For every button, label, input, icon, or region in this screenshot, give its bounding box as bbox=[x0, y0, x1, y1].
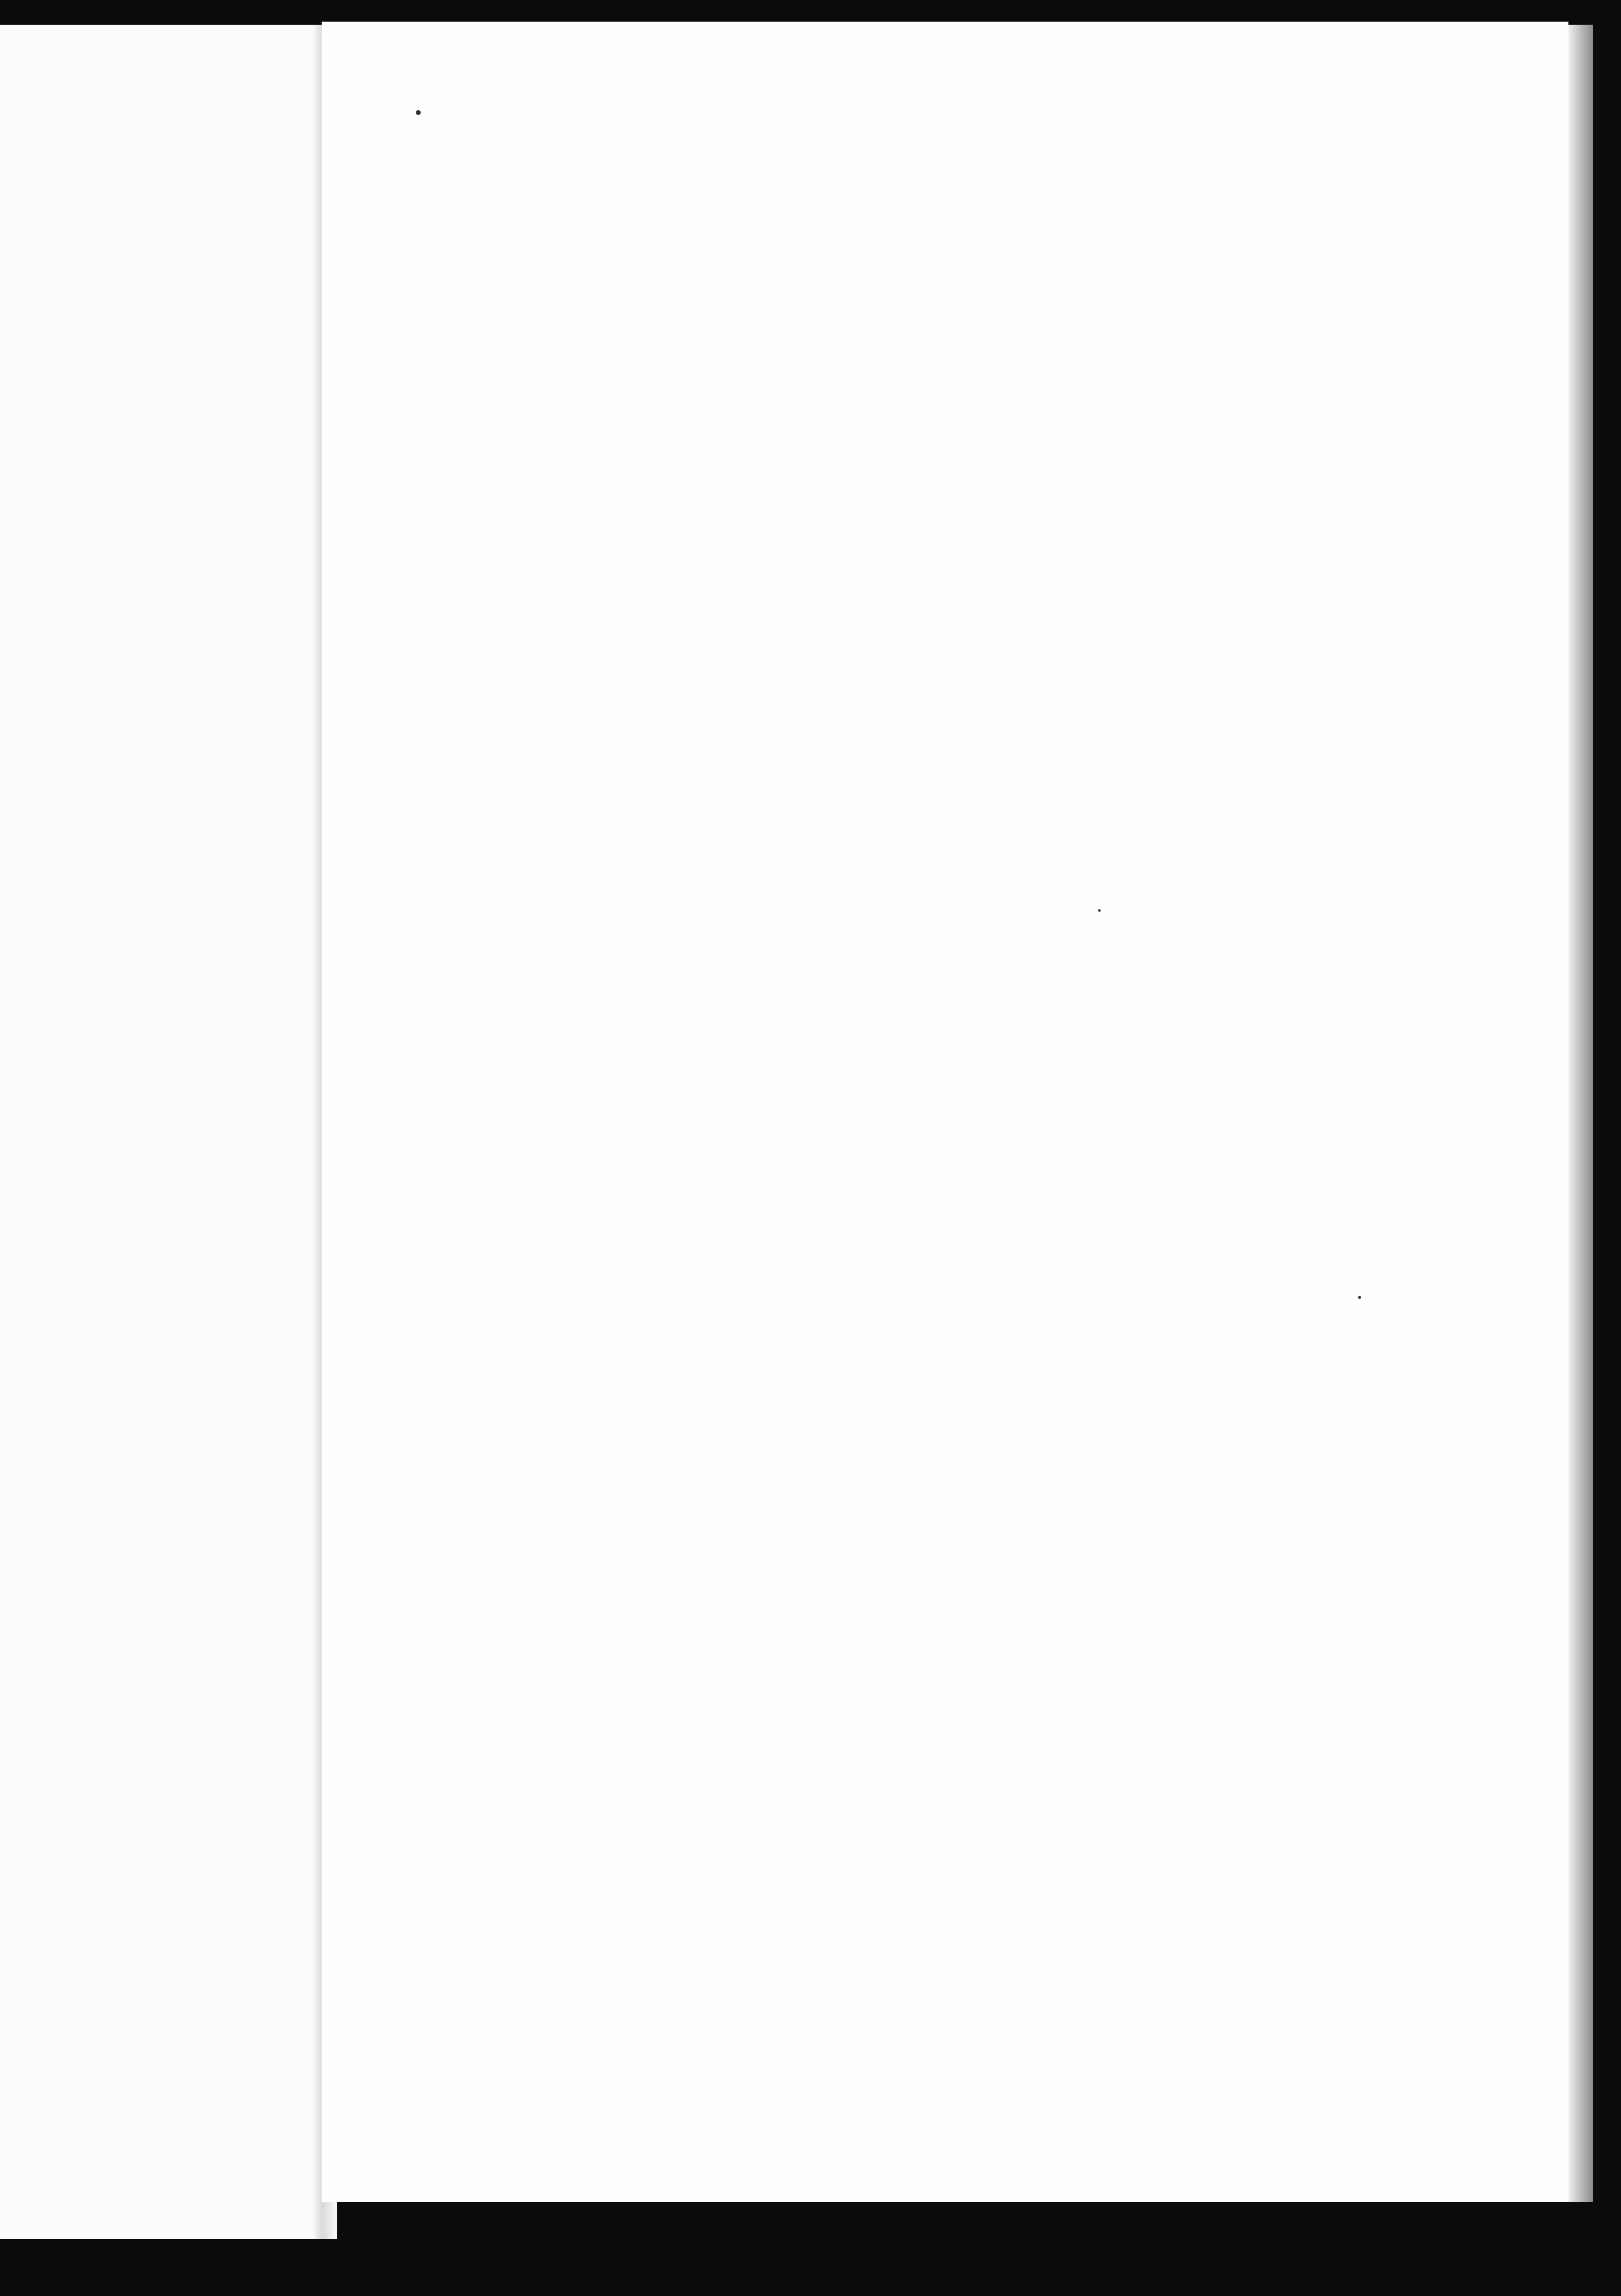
text-line bbox=[424, 278, 1404, 332]
text-line bbox=[424, 438, 1404, 491]
text-line bbox=[424, 598, 1404, 651]
print-speck bbox=[416, 110, 421, 115]
text-line bbox=[424, 863, 1404, 917]
text-line bbox=[424, 704, 1404, 757]
text-line bbox=[424, 332, 1404, 385]
text-line bbox=[424, 544, 1404, 598]
body-text bbox=[424, 172, 1404, 917]
print-speck bbox=[1098, 909, 1101, 912]
print-speck bbox=[1358, 1296, 1361, 1299]
text-line bbox=[424, 385, 1404, 438]
text-line bbox=[424, 757, 1404, 810]
text-line bbox=[424, 172, 1404, 225]
text-line bbox=[424, 491, 1404, 544]
text-line bbox=[424, 810, 1404, 863]
page-edge bbox=[1568, 25, 1593, 2202]
text-line bbox=[424, 225, 1404, 278]
left-page bbox=[0, 25, 322, 2239]
text-line bbox=[424, 651, 1404, 704]
